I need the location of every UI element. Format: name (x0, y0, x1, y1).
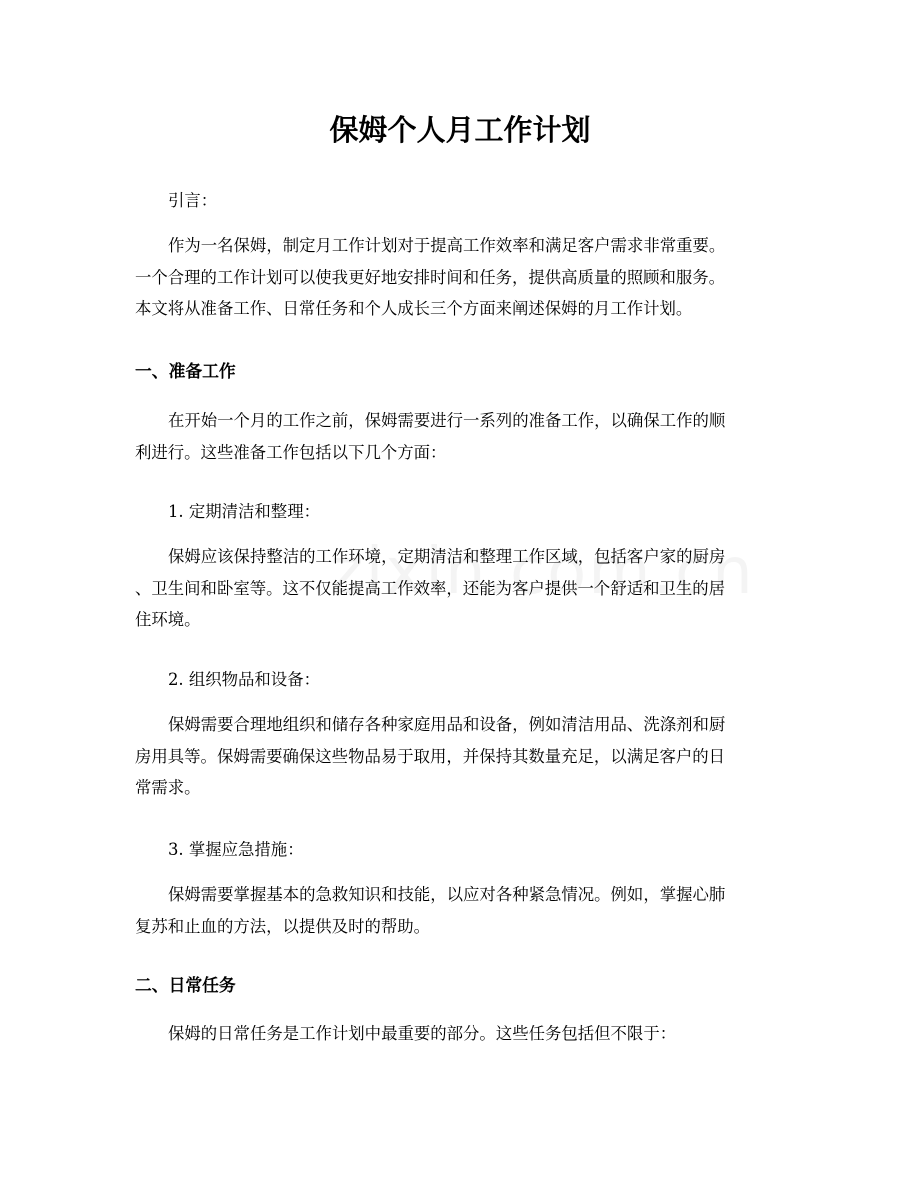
item-label-organizing (135, 664, 828, 696)
intro-paragraph (135, 230, 795, 325)
intro-line: 本文将从准备工作、日常任务和个人成长三个方面来阐述保姆的月工作计划。 (135, 299, 693, 318)
item-line: 、卫生间和卧室等。这不仅能提高工作效率，还能为客户提供一个舒适和卫生的居 (135, 578, 726, 598)
intro-line: 一个合理的工作计划可以使我更好地安排时间和任务，提供高质量的照顾和服务。 (135, 267, 726, 287)
item-label-text: 1. 定期清洁和整理： (168, 502, 320, 521)
item-line: 房用具等。保姆需要确保这些物品易于取用，并保持其数量充足，以满足客户的日 (135, 746, 726, 766)
intro-line: 作为一名保姆，制定月工作计划对于提高工作效率和满足客户需求非常重要。 (168, 236, 726, 255)
item-label-emergency (135, 834, 828, 866)
intro-label-text: 引言： (168, 191, 218, 210)
item-line: 复苏和止血的方法，以提供及时的帮助。 (135, 916, 431, 936)
section2-intro-paragraph (135, 1018, 795, 1050)
section-heading-daily-tasks: 二、日常任务 (135, 975, 236, 995)
section2-intro-line: 保姆的日常任务是工作计划中最重要的部分。这些任务包括但不限于： (168, 1024, 677, 1043)
item-line: 保姆需要掌握基本的急救知识和技能，以应对各种紧急情况。例如，掌握心肺 (168, 885, 726, 904)
item-paragraph-emergency (135, 879, 795, 942)
item-line: 常需求。 (135, 778, 201, 797)
intro-label (135, 185, 828, 217)
document-title: 保姆个人月工作计划 (329, 113, 591, 147)
item-label-cleaning (135, 496, 828, 528)
item-label-text: 3. 掌握应急措施： (168, 840, 304, 859)
section1-intro-line: 利进行。这些准备工作包括以下几个方面： (135, 442, 447, 462)
item-line: 住环境。 (135, 610, 201, 629)
item-line: 保姆应该保持整洁的工作环境，定期清洁和整理工作区域，包括客户家的厨房 (168, 547, 726, 566)
item-line: 保姆需要合理地组织和储存各种家庭用品和设备，例如清洁用品、洗涤剂和厨 (168, 715, 726, 734)
item-label-text: 2. 组织物品和设备： (168, 670, 320, 689)
section-heading-preparation: 一、准备工作 (135, 361, 236, 381)
section1-intro-paragraph (135, 405, 795, 468)
item-paragraph-organizing (135, 709, 795, 804)
section1-intro-line: 在开始一个月的工作之前，保姆需要进行一系列的准备工作，以确保工作的顺 (168, 411, 726, 430)
item-paragraph-cleaning (135, 541, 795, 636)
